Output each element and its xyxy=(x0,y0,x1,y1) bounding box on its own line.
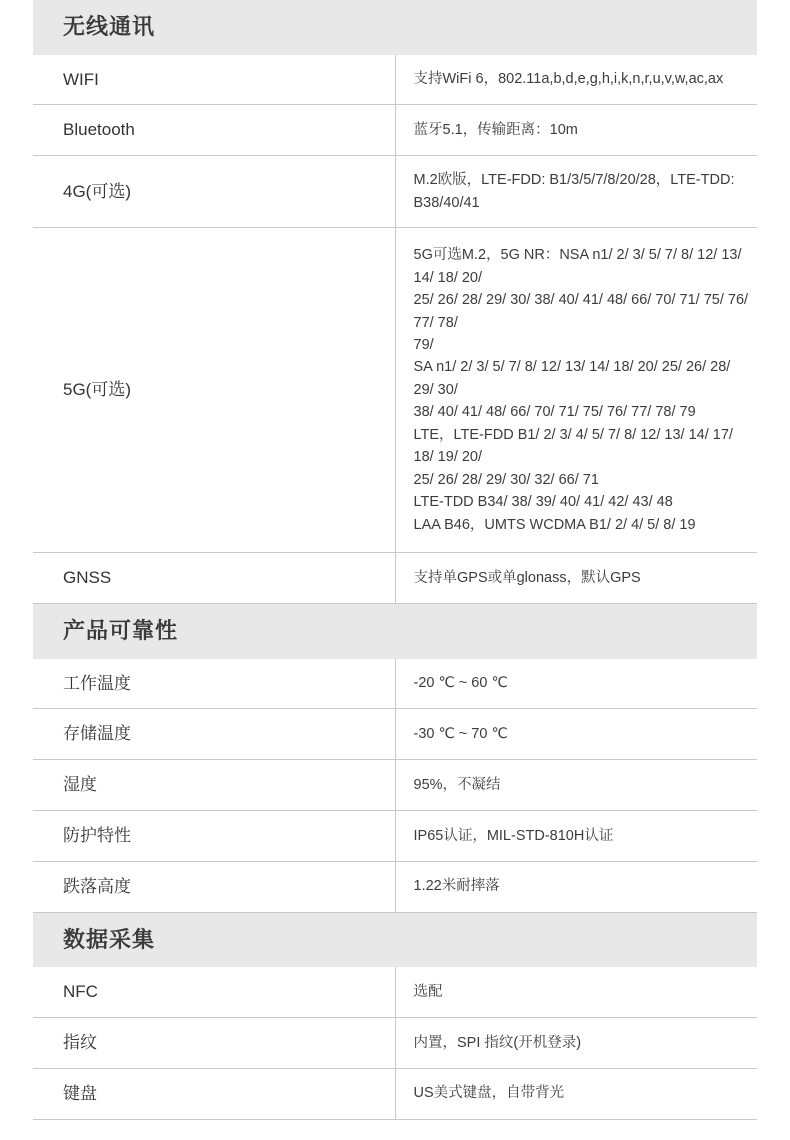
spec-row xyxy=(33,659,757,709)
spec-value xyxy=(395,553,757,604)
spec-row xyxy=(33,228,757,553)
section-title: 无线通讯 xyxy=(63,14,156,39)
spec-row xyxy=(33,156,757,228)
spec-value-line: 79/ xyxy=(413,337,434,353)
spec-row xyxy=(33,553,757,604)
spec-value-line: -20 ℃ ~ 60 ℃ xyxy=(413,675,508,692)
spec-label: NFC xyxy=(33,967,395,1017)
spec-value-line: 25/ 26/ 28/ 29/ 30/ 32/ 66/ 71 xyxy=(413,471,599,488)
spec-value-line: 内置，SPI 指纹(开机登录) xyxy=(413,1034,582,1051)
spec-value xyxy=(395,811,757,862)
spec-label: Bluetooth xyxy=(33,105,395,156)
section-header-row xyxy=(33,0,757,55)
spec-value-line: 25/ 26/ 28/ 29/ 30/ 38/ 40/ 41/ 48/ 66/ 70/ 71/ 75/ 76/ 77/ 78/ xyxy=(413,292,749,331)
section-title: 数据采集 xyxy=(63,926,156,952)
spec-value xyxy=(395,105,757,156)
spec-row xyxy=(33,1017,757,1068)
spec-row xyxy=(33,811,757,862)
spec-value xyxy=(395,1017,757,1068)
spec-label: 存储温度 xyxy=(33,709,395,760)
section-title: 产品可靠性 xyxy=(63,618,179,644)
spec-label: 键盘 xyxy=(33,1068,395,1119)
spec-value xyxy=(395,967,757,1017)
spec-label: GNSS xyxy=(33,553,395,604)
spec-value-line: 支持单GPS或单glonass，默认GPS xyxy=(413,569,641,586)
spec-value-line: 1.22米耐摔落 xyxy=(413,878,500,895)
spec-value xyxy=(395,861,757,912)
spec-value-line: LTE-TDD B34/ 38/ 39/ 40/ 41/ 42/ 43/ 48 xyxy=(413,494,673,511)
spec-value-line: SA n1/ 2/ 3/ 5/ 7/ 8/ 12/ 13/ 14/ 18/ 20/ 25/ 26/ 28/ 29/ 30/ xyxy=(413,359,731,398)
spec-value-line: M.2欧版，LTE-FDD: B1/3/5/7/8/20/28，LTE-TDD: B38/40/41 xyxy=(413,172,735,211)
spec-row xyxy=(33,105,757,156)
spec-row xyxy=(33,1068,757,1119)
spec-value xyxy=(395,156,757,228)
spec-row xyxy=(33,709,757,760)
spec-row xyxy=(33,967,757,1017)
spec-value-line: LTE，LTE-FDD B1/ 2/ 3/ 4/ 5/ 7/ 8/ 12/ 13/ 14/ 17/ 18/ 19/ 20/ xyxy=(413,426,733,466)
spec-value-line: 支持WiFi 6，802.11a,b,d,e,g,h,i,k,n,r,u,v,w,ac,ax xyxy=(413,71,724,88)
spec-value xyxy=(395,228,757,553)
section-header-row xyxy=(33,604,757,659)
spec-row xyxy=(33,760,757,811)
section-header-cell xyxy=(33,912,757,967)
spec-row xyxy=(33,55,757,105)
spec-value-line: -30 ℃ ~ 70 ℃ xyxy=(413,726,508,743)
spec-value-line: 蓝牙5.1，传输距离：10m xyxy=(413,122,578,139)
spec-label: 工作温度 xyxy=(33,659,395,709)
section-header-cell xyxy=(33,0,757,55)
spec-row xyxy=(33,861,757,912)
spec-value-line: IP65认证，MIL-STD-810H认证 xyxy=(413,827,614,844)
spec-label: 防护特性 xyxy=(33,811,395,862)
spec-label: 指纹 xyxy=(33,1017,395,1068)
spec-label: 跌落高度 xyxy=(33,861,395,912)
spec-value xyxy=(395,709,757,760)
spec-value xyxy=(395,55,757,105)
spec-label: 湿度 xyxy=(33,760,395,811)
section-header-cell xyxy=(33,604,757,659)
spec-value-line: 5G可选M.2，5G NR：NSA n1/ 2/ 3/ 5/ 7/ 8/ 12/ 13/ 14/ 18/ 20/ xyxy=(413,247,742,286)
spec-label: WIFI xyxy=(33,55,395,105)
specification-table xyxy=(33,0,757,1120)
spec-value xyxy=(395,1068,757,1119)
spec-value-line: 38/ 40/ 41/ 48/ 66/ 70/ 71/ 75/ 76/ 77/ 78/ 79 xyxy=(413,404,696,421)
spec-value-line: 95%，不凝结 xyxy=(413,776,501,793)
spec-label: 4G(可选) xyxy=(33,156,395,228)
spec-label: 5G(可选) xyxy=(33,228,395,553)
spec-value-line: US美式键盘，自带背光 xyxy=(413,1085,565,1102)
section-header-row xyxy=(33,912,757,967)
spec-value-line: 选配 xyxy=(413,983,443,1000)
spec-value-line: LAA B46，UMTS WCDMA B1/ 2/ 4/ 5/ 8/ 19 xyxy=(413,516,696,533)
spec-value xyxy=(395,760,757,811)
spec-value xyxy=(395,659,757,709)
